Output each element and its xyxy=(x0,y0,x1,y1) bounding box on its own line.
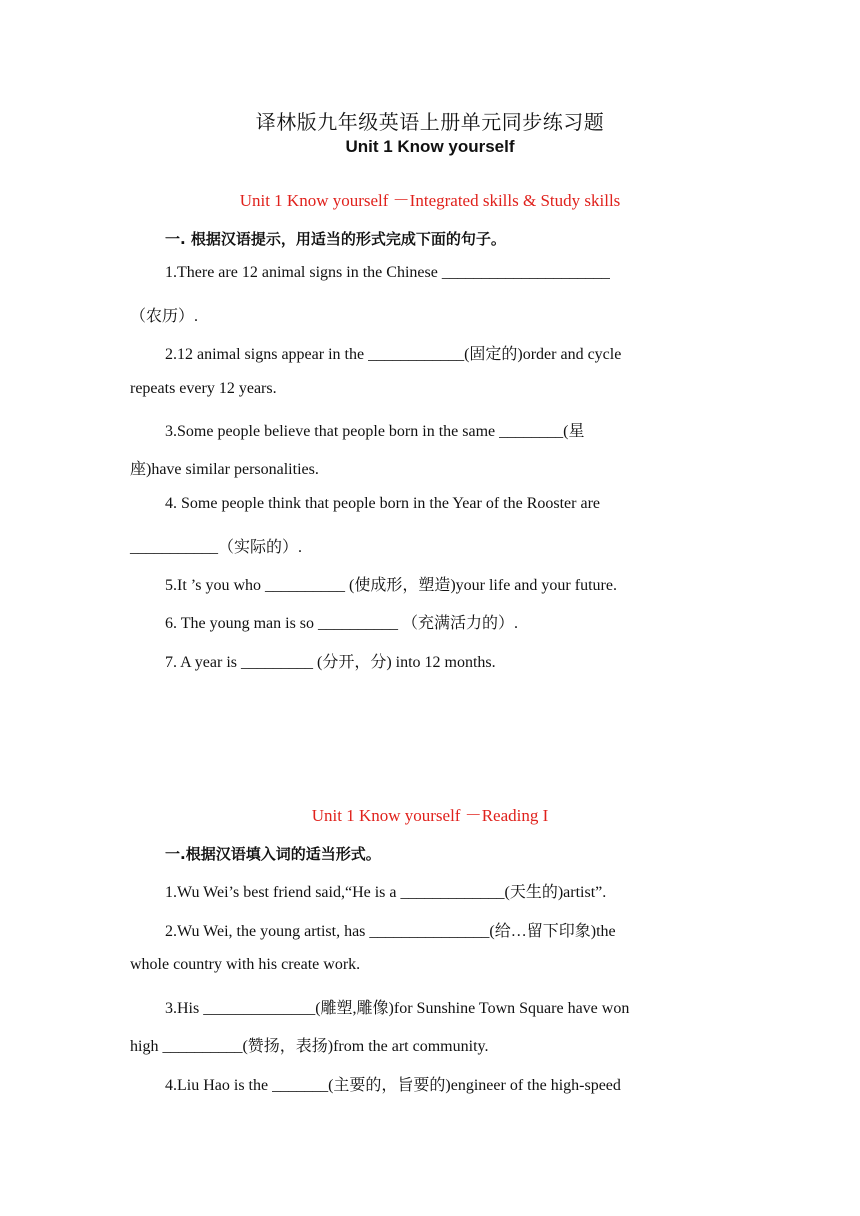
exercise-line: 3.Some people believe that people born in the same ________(星 xyxy=(165,423,585,440)
exercise-line: 2.Wu Wei, the young artist, has _______________(给…留下印象)the xyxy=(165,923,616,940)
section-heading-integrated-skills: Unit 1 Know yourself －Integrated skills & Study skills xyxy=(239,191,621,210)
exercise-line: whole country with his create work. xyxy=(130,956,361,973)
exercise-line: 7. A year is _________ (分开，分) into 12 months. xyxy=(165,654,496,671)
exercise-line: repeats every 12 years. xyxy=(130,380,277,397)
document-title-english: Unit 1 Know yourself xyxy=(345,137,515,156)
exercise-line: 2.12 animal signs appear in the ____________(固定的)order and cycle xyxy=(165,346,622,363)
exercise-line: （农历）. xyxy=(130,308,199,325)
exercise-line: 6. The young man is so __________ （充满活力的）. xyxy=(165,615,519,632)
exercise-line: high __________(赞扬，表扬)from the art community. xyxy=(130,1038,489,1055)
document-title-chinese: 译林版九年级英语上册单元同步练习题 xyxy=(255,110,605,134)
section-heading-reading: Unit 1 Know yourself －Reading I xyxy=(311,806,549,825)
exercise-line: ___________（实际的）. xyxy=(130,539,303,556)
section-instruction: 一.根据汉语填入词的适当形式。 xyxy=(165,845,381,863)
exercise-line: 1.Wu Wei’s best friend said,“He is a _____________(天生的)artist”. xyxy=(165,884,607,901)
section-instruction: 一. 根据汉语提示，用适当的形式完成下面的句子。 xyxy=(165,230,506,248)
exercise-line: 座)have similar personalities. xyxy=(130,461,319,478)
exercise-line: 4.Liu Hao is the _______(主要的，旨要的)engineer of the high-speed xyxy=(165,1077,621,1094)
exercise-line: 5.It ’s you who __________ (使成形，塑造)your life and your future. xyxy=(165,577,617,594)
exercise-line: 3.His ______________(雕塑,雕像)for Sunshine Town Square have won xyxy=(165,1000,630,1017)
exercise-line: 1.There are 12 animal signs in the Chinese _____________________ xyxy=(165,264,610,281)
exercise-line: 4. Some people think that people born in the Year of the Rooster are xyxy=(165,495,601,512)
